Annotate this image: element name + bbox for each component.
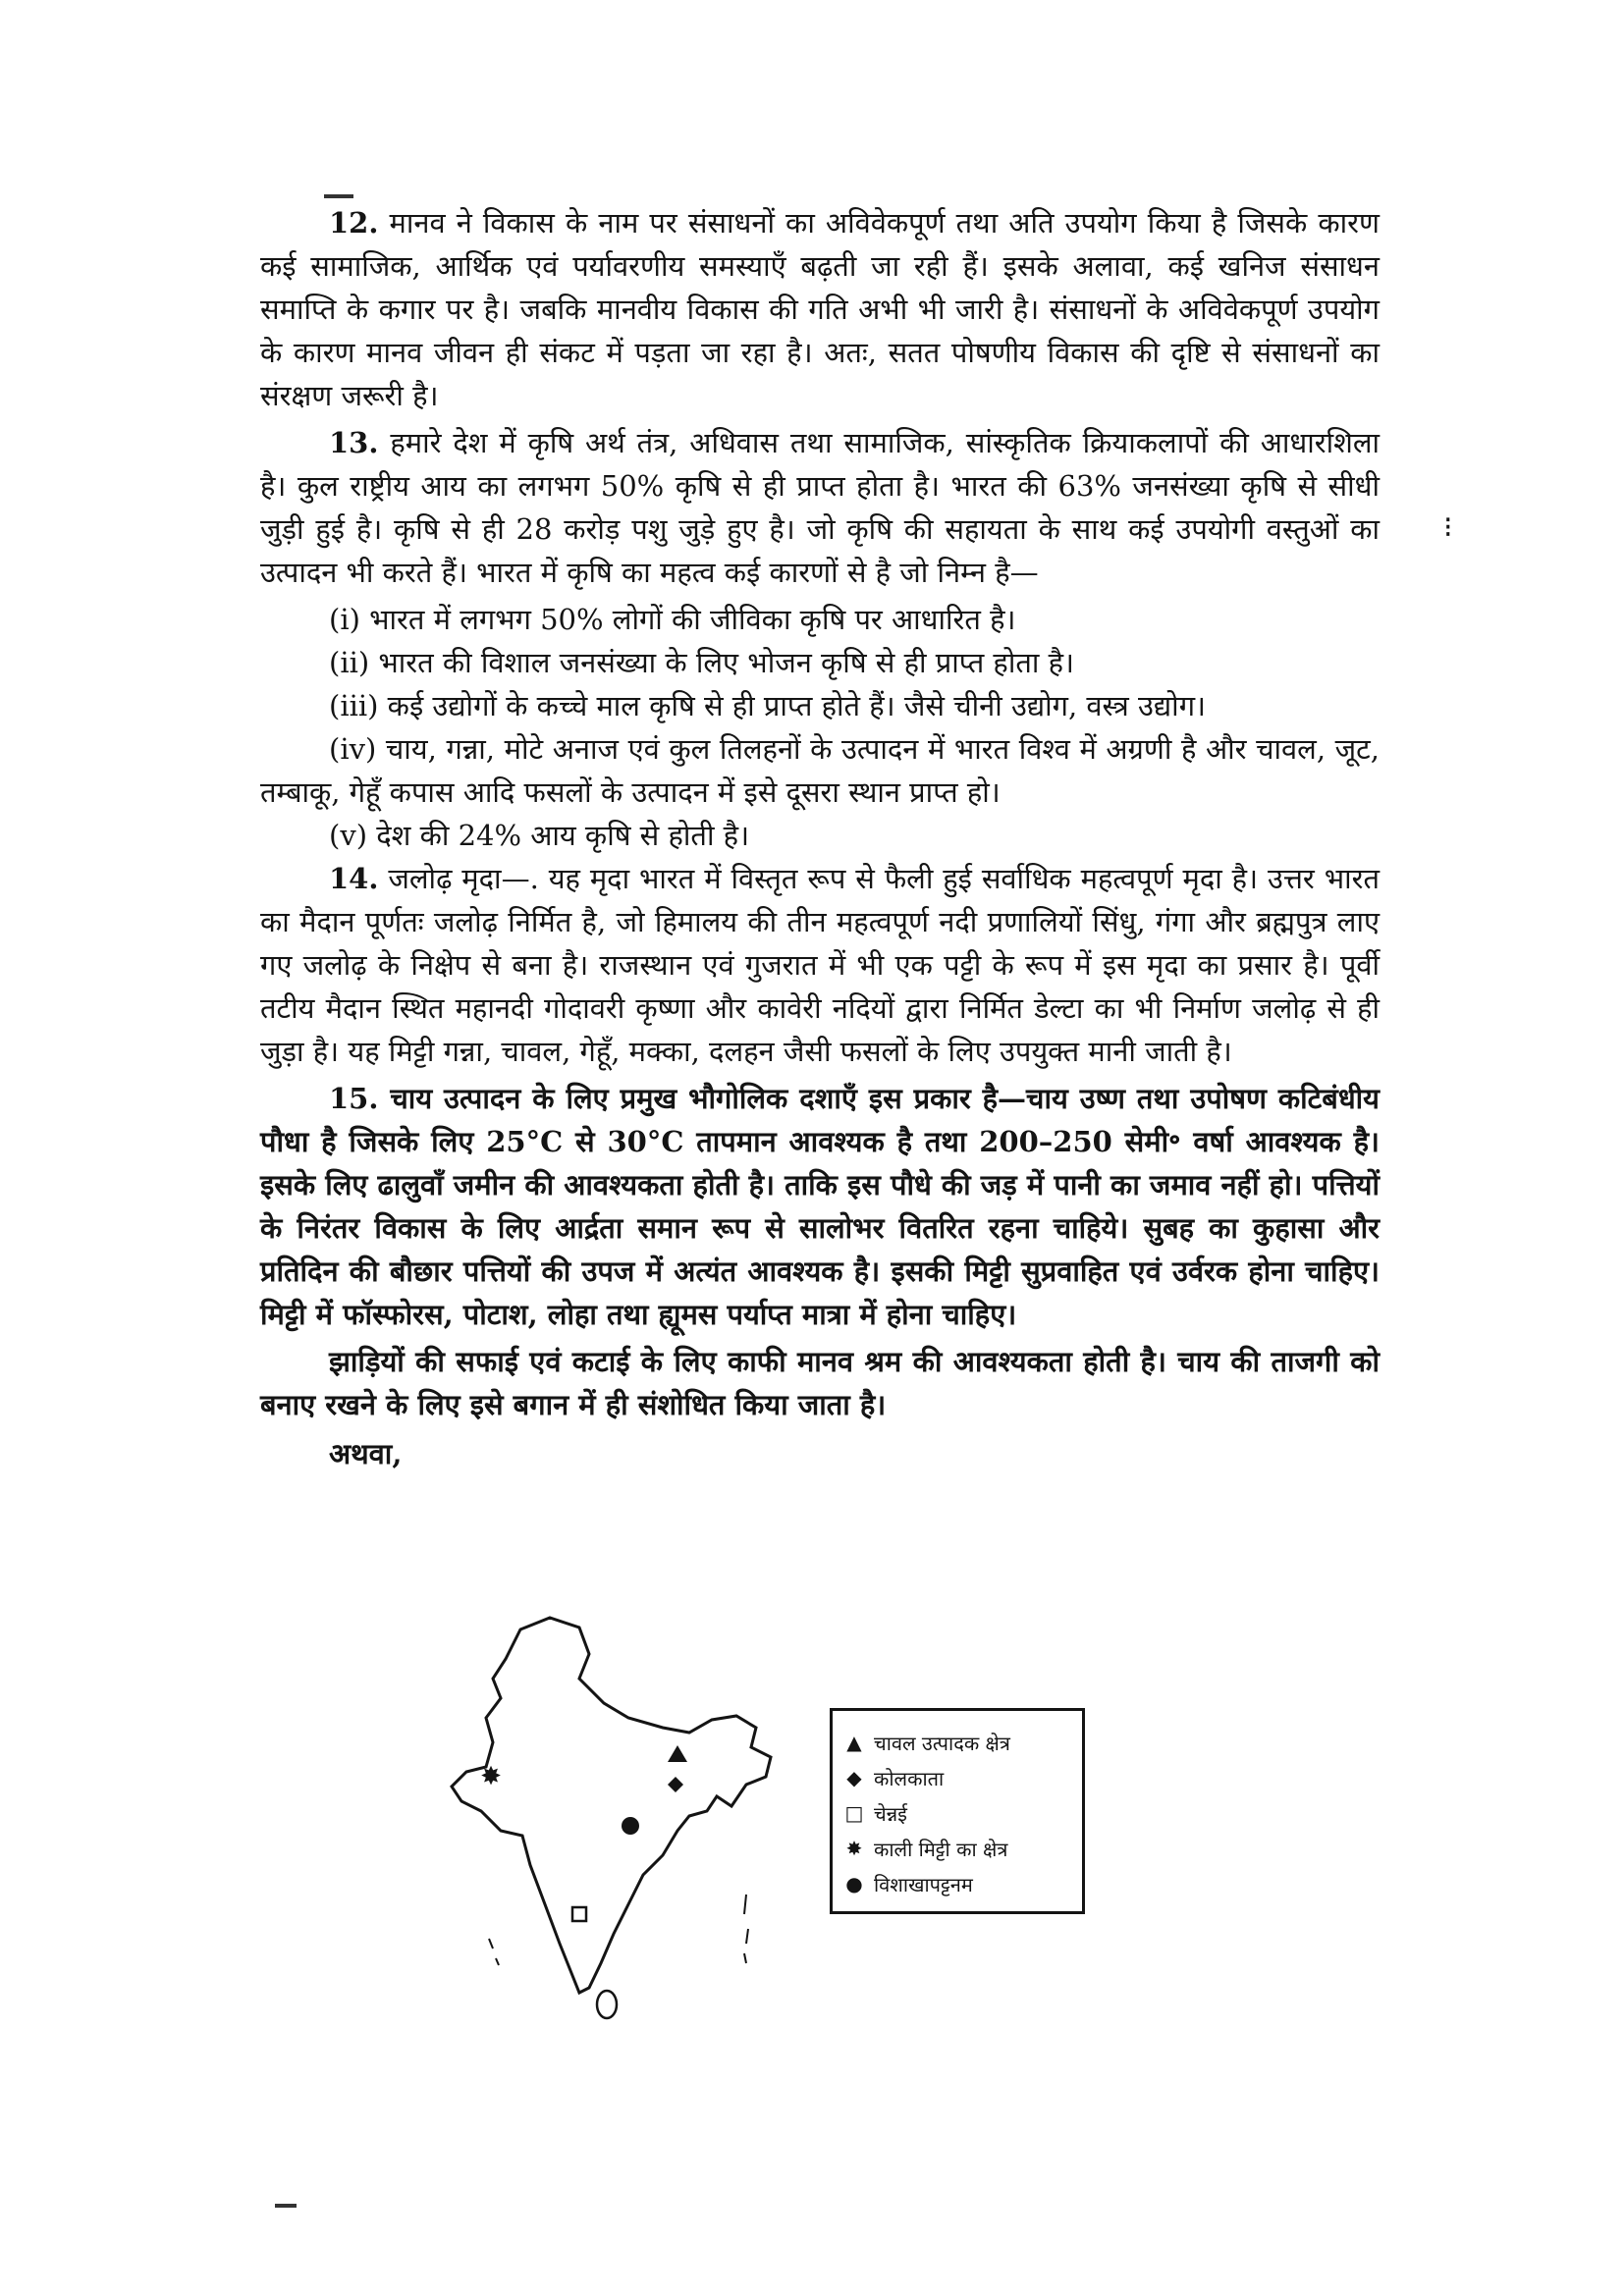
margin-mark: ⁝ [1443,510,1453,545]
answer-13-point-4: (iv) चाय, गन्ना, मोटे अनाज एवं कुल तिलहनों के उत्पादन में भारत विश्व में अग्रणी है और चावल, जूट, तम्बाकू, गेहूँ कपास आदि फसलों के उत्पादन में इसे दूसरा स्थान प्राप्त हो। [260,732,1380,809]
map-legend [830,1708,1085,1914]
answer-14-number: 14. [329,862,379,895]
legend-label-kolkata: कोलकाता [874,1766,945,1790]
answer-15 [260,1077,1380,1336]
answer-13-point-1: (i) भारत में लगभग 50% लोगों की जीविका कृषि पर आधारित है। [329,603,1016,636]
answer-text [260,201,1380,1475]
answer-12 [260,201,1380,417]
answer-12-text: मानव ने विकास के नाम पर संसाधनों का अविवेकपूर्ण तथा अति उपयोग किया है जिसके कारण कई सामाजिक, आर्थिक एवं पर्यावरणीय समस्याएँ बढ़ती जा रही हैं। इसके अलावा, कई खनिज संसाधन समाप्ति के कगार पर है। जबकि मानवीय विकास की गति अभी भी जारी है। संसाधनों के अविवेकपूर्ण उपयोग के कारण मानव जीवन ही संकट में पड़ता जा रहा है। अतः, सतत पोषणीय विकास की दृष्टि से संसाधनों का संरक्षण जरूरी है। [260,206,1380,412]
answer-12-number: 12. [329,206,379,240]
answer-13-text: हमारे देश में कृषि अर्थ तंत्र, अधिवास तथा सामाजिक, सांस्कृतिक क्रियाकलापों की आधारशिला है। कुल राष्ट्रीय आय का लगभग 50% कृषि से ही प्राप्त होता है। भारत की 63% जनसंख्या कृषि से सीधी जुड़ी हुई है। कृषि से ही 28 करोड़ पशु जुड़े हुए है। जो कृषि की सहायता के साथ कई उपयोगी वस्तुओं का उत्पादन भी करते हैं। भारत में कृषि का महत्व कई कारणों से है जो निम्न है— [260,426,1380,589]
visakhapatnam-marker [622,1817,639,1835]
answer-14-text: जलोढ़ मृदा—. यह मृदा भारत में विस्तृत रूप से फैली हुई सर्वाधिक महत्वपूर्ण मृदा है। उत्तर भारत का मैदान पूर्णतः जलोढ़ निर्मित है, जो हिमालय की तीन महत्वपूर्ण नदी प्रणालियों सिंधु, गंगा और ब्रह्मपुत्र लाए गए जलोढ़ के निक्षेप से बना है। राजस्थान एवं गुजरात में भी एक पट्टी के रूप में इस मृदा का प्रसार है। पूर्वी तटीय मैदान स्थित महानदी गोदावरी कृष्णा और कावेरी नदियों द्वारा निर्मित डेल्टा का भी निर्माण जलोढ़ से ही जुड़ा है। यह मिट्टी गन्ना, चावल, गेहूँ, मक्का, दलहन जैसी फसलों के लिए उपयुक्त मानी जाती है। [260,862,1380,1068]
bottom-dash-mark [275,2204,297,2208]
square-icon: □ [844,1801,864,1825]
india-boundary [452,1618,771,1993]
answer-15-text: चाय उत्पादन के लिए प्रमुख भौगोलिक दशाएँ इस प्रकार है—चाय उष्ण तथा उपोषण कटिबंधीय पौधा है जिसके लिए 25°C से 30°C तापमान आवश्यक है तथा 200–250 सेमी॰ वर्षा आवश्यक है। इसके लिए ढालुवाँ जमीन की आवश्यकता होती है। ताकि इस पौधे की जड़ में पानी का जमाव नहीं हो। पत्तियों के निरंतर विकास के लिए आर्द्रता समान रूप से सालोभर वितरित रहना चाहिये। सुबह का कुहासा और प्रतिदिन की बौछार पत्तियों की उपज में अत्यंत आवश्यक है। इसकी मिट्टी सुप्रवाहित एवं उर्वरक होना चाहिए। मिट्टी में फॉस्फोरस, पोटाश, लोहा तथा ह्यूमस पर्याप्त मात्रा में होना चाहिए। [260,1082,1380,1331]
answer-15-continued: झाड़ियों की सफाई एवं कटाई के लिए काफी मानव श्रम की आवश्यकता होती है। चाय की ताजगी को बनाए रखने के लिए इसे बगान में ही संशोधित किया जाता है। [260,1345,1380,1421]
answer-14 [260,857,1380,1073]
top-dash-mark [324,194,353,198]
legend-label-black-soil: काली मिट्टी का क्षेत्र [874,1837,1008,1861]
or-label: अथवा, [329,1437,403,1470]
legend-row-black-soil [842,1831,1072,1866]
legend-row-rice [842,1725,1072,1760]
legend-row-kolkata [842,1760,1072,1795]
chennai-marker [572,1907,586,1921]
circle-icon: ● [845,1872,863,1896]
answer-13-point-3: (iii) कई उद्योगों के कच्चे माल कृषि से ही प्राप्त होते हैं। जैसे चीनी उद्योग, वस्त्र उद्योग। [329,689,1207,722]
kolkata-marker [668,1777,683,1792]
sri-lanka-outline [597,1991,617,2018]
answer-13-point-5: (v) देश की 24% आय कृषि से होती है। [329,819,750,852]
legend-row-visakhapatnam [842,1866,1072,1901]
andaman-islands [744,1895,748,1963]
black-soil-marker: ✸ [480,1762,502,1791]
diamond-icon: ◆ [846,1766,862,1789]
legend-label-rice: चावल उत्पादक क्षेत्र [874,1731,1010,1755]
answer-13-number: 13. [329,426,379,459]
lakshadweep-islands [489,1939,499,1965]
answer-13 [260,421,1380,594]
india-map-outline [432,1610,805,2022]
legend-label-visakhapatnam: विशाखापट्टनम [874,1872,973,1896]
answer-13-point-2: (ii) भारत की विशाल जनसंख्या के लिए भोजन कृषि से ही प्राप्त होता है। [329,646,1074,679]
asterisk-icon: ✸ [845,1837,863,1860]
india-map [432,1610,805,2022]
legend-row-chennai [842,1795,1072,1831]
triangle-icon: ▲ [846,1731,862,1754]
answer-15-number: 15. [329,1082,379,1115]
legend-label-chennai: चेन्नई [874,1801,907,1826]
rice-region-marker [668,1745,687,1762]
